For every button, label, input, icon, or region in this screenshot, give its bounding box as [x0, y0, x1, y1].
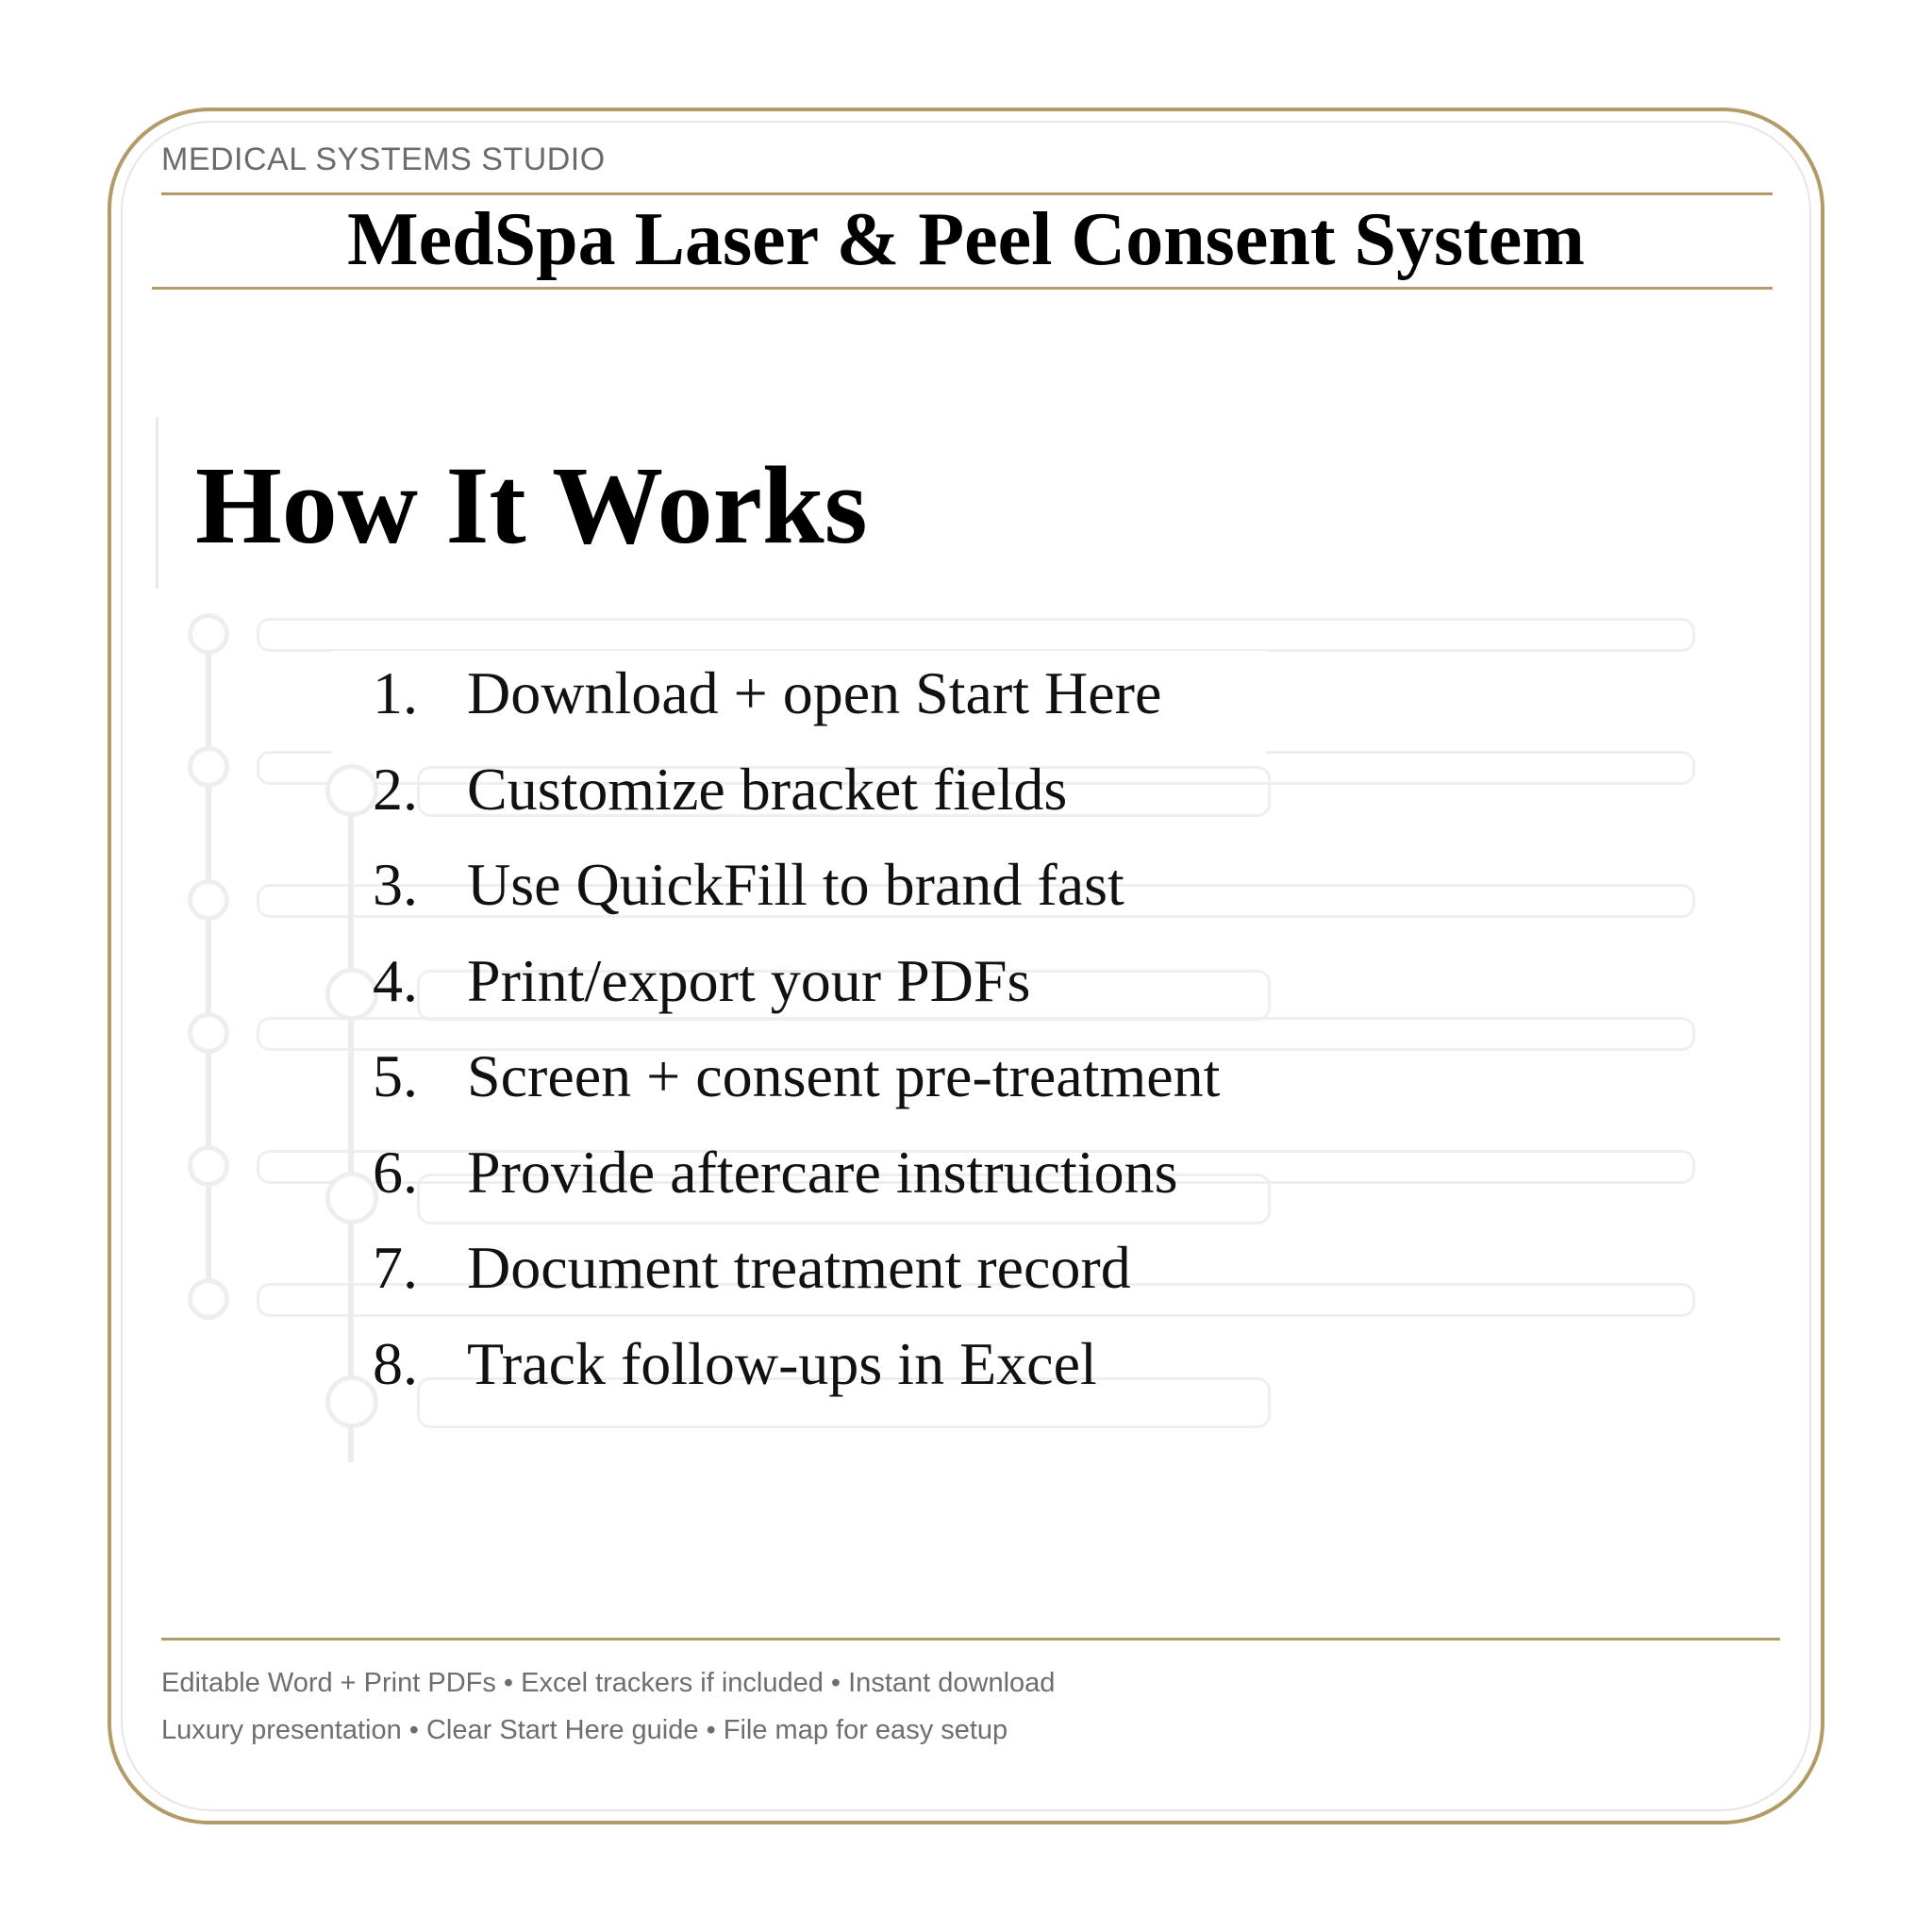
- step-item: [373, 842, 1220, 939]
- timeline-dot: [325, 764, 378, 817]
- section-accent-bar: [156, 417, 158, 589]
- step-text: Track follow-ups in Excel: [467, 1329, 1097, 1397]
- step-item: [373, 651, 1220, 747]
- step-text: Print/export your PDFs: [467, 946, 1031, 1014]
- step-item: [373, 1130, 1220, 1226]
- footer-line-1: Editable Word + Print PDFs • Excel trackers if included • Instant download: [161, 1668, 1056, 1698]
- step-number: 8.: [373, 1329, 418, 1397]
- step-number: 2.: [373, 755, 418, 823]
- step-text: Provide aftercare instructions: [467, 1138, 1178, 1206]
- page-title: MedSpa Laser & Peel Consent System: [347, 198, 1585, 281]
- steps-list: [373, 651, 1220, 1417]
- brand-label: MEDICAL SYSTEMS STUDIO: [161, 142, 606, 177]
- timeline-dot: [188, 746, 229, 788]
- step-number: 4.: [373, 946, 418, 1014]
- header-bottom-rule: [152, 287, 1773, 290]
- step-item: [373, 1322, 1220, 1418]
- step-number: 3.: [373, 851, 418, 918]
- timeline-line: [348, 791, 354, 1462]
- step-number: 7.: [373, 1234, 418, 1301]
- step-number: 1.: [373, 659, 418, 726]
- footer-line-2: Luxury presentation • Clear Start Here guide • File map for easy setup: [161, 1715, 1008, 1745]
- timeline-dot: [325, 968, 378, 1021]
- timeline-dot: [188, 879, 229, 921]
- timeline-line: [206, 634, 211, 1294]
- step-text: Customize bracket fields: [467, 755, 1068, 823]
- step-item: [373, 747, 1220, 843]
- section-title: How It Works: [195, 443, 868, 567]
- step-number: 5.: [373, 1042, 418, 1109]
- step-text: Document treatment record: [467, 1234, 1131, 1301]
- step-text: Screen + consent pre-treatment: [467, 1042, 1221, 1109]
- timeline-dot: [188, 1278, 229, 1320]
- footer-rule: [161, 1638, 1780, 1641]
- timeline-bar: [257, 618, 1695, 652]
- timeline-dot: [325, 1172, 378, 1224]
- step-item: [373, 1225, 1220, 1322]
- timeline-dot: [325, 1375, 378, 1428]
- timeline-dot: [188, 1145, 229, 1187]
- step-text: Use QuickFill to brand fast: [467, 851, 1124, 918]
- step-item: [373, 939, 1220, 1035]
- timeline-dot: [188, 1012, 229, 1054]
- step-text: Download + open Start Here: [467, 659, 1162, 726]
- step-number: 6.: [373, 1138, 418, 1206]
- step-item: [373, 1034, 1220, 1130]
- timeline-dot: [188, 613, 229, 655]
